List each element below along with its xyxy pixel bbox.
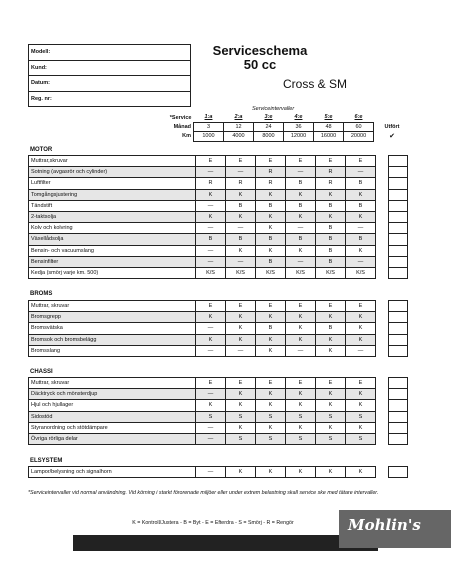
spacer: [376, 312, 389, 323]
interval-code: K: [226, 211, 256, 222]
done-checkbox[interactable]: [389, 189, 408, 200]
done-checkbox[interactable]: [389, 467, 408, 478]
interval-code: K: [346, 245, 376, 256]
month-value: 60: [344, 122, 374, 132]
interval-code: B: [316, 323, 346, 334]
table-row: [29, 389, 408, 400]
interval-code: E: [226, 378, 256, 389]
interval-code: —: [196, 256, 226, 267]
done-checkbox[interactable]: [389, 200, 408, 211]
spacer: [376, 211, 389, 222]
interval-code: —: [196, 345, 226, 356]
interval-code: E: [196, 301, 226, 312]
interval-code: E: [226, 301, 256, 312]
interval-code: —: [286, 223, 316, 234]
interval-code: K: [256, 345, 286, 356]
interval-code: K/S: [226, 267, 256, 278]
table-row: [29, 256, 408, 267]
spacer: [376, 167, 389, 178]
interval-code: B: [286, 200, 316, 211]
interval-code: S: [316, 411, 346, 422]
interval-code: K: [226, 400, 256, 411]
done-checkbox[interactable]: [389, 234, 408, 245]
spacer: [376, 256, 389, 267]
interval-code: K/S: [286, 267, 316, 278]
interval-code: —: [196, 167, 226, 178]
done-checkbox[interactable]: [389, 301, 408, 312]
spacer: [376, 334, 389, 345]
interval-code: K/S: [196, 267, 226, 278]
interval-code: K: [316, 211, 346, 222]
table-row: [29, 433, 408, 444]
interval-code: K: [286, 334, 316, 345]
interval-code: E: [196, 378, 226, 389]
interval-code: R: [316, 178, 346, 189]
task-name: Bromsvätska: [29, 323, 196, 334]
interval-code: K: [196, 334, 226, 345]
service-number: 6:e: [354, 114, 363, 121]
done-label: Utfört: [384, 124, 400, 130]
task-name: Övriga rörliga delar: [29, 433, 196, 444]
interval-code: K: [256, 467, 286, 478]
interval-code: K: [286, 245, 316, 256]
section-table-motor: [28, 155, 408, 279]
title-line-1: Serviceschema: [212, 43, 308, 58]
service-number: 4:e: [294, 114, 303, 121]
table-row: [29, 301, 408, 312]
brand-logo: Mohlin's: [348, 516, 421, 534]
interval-code: E: [316, 301, 346, 312]
task-name: Styranordning och stötdämpare: [29, 422, 196, 433]
interval-code: —: [226, 345, 256, 356]
month-value: 12: [224, 122, 254, 132]
interval-header: [148, 113, 374, 142]
done-checkbox[interactable]: [389, 400, 408, 411]
interval-code: E: [286, 156, 316, 167]
interval-code: E: [256, 156, 286, 167]
interval-code: K: [316, 334, 346, 345]
interval-code: B: [256, 200, 286, 211]
section-title-broms: BROMS: [30, 291, 53, 297]
interval-code: E: [256, 301, 286, 312]
interval-code: B: [346, 200, 376, 211]
task-name: Bensin- och vacuumslang: [29, 245, 196, 256]
interval-code: K: [226, 334, 256, 345]
interval-code: K: [226, 467, 256, 478]
interval-code: S: [316, 433, 346, 444]
task-name: Tändstift: [29, 200, 196, 211]
interval-code: —: [226, 256, 256, 267]
task-name: Kolv och kolvring: [29, 223, 196, 234]
table-row: [29, 267, 408, 278]
done-checkbox[interactable]: [389, 411, 408, 422]
interval-code: K: [316, 400, 346, 411]
month-value: 24: [254, 122, 284, 132]
spacer: [376, 400, 389, 411]
spacer: [376, 411, 389, 422]
km-value: 16000: [314, 132, 344, 142]
spacer: [376, 378, 389, 389]
done-checkbox[interactable]: [389, 256, 408, 267]
interval-code: —: [196, 245, 226, 256]
title-line-2: 50 cc: [243, 57, 277, 72]
spacer: [376, 467, 389, 478]
km-value: 1000: [194, 132, 224, 142]
interval-code: K: [226, 312, 256, 323]
service-number: 1:a: [204, 114, 213, 121]
interval-code: —: [196, 389, 226, 400]
service-number: 2:a: [234, 114, 243, 121]
interval-code: K: [286, 211, 316, 222]
task-name: Tomgångsjustering: [29, 189, 196, 200]
interval-code: K: [346, 312, 376, 323]
interval-code: B: [256, 323, 286, 334]
info-field-date: Datum:: [29, 76, 191, 92]
interval-code: E: [286, 378, 316, 389]
interval-code: K: [316, 312, 346, 323]
interval-code: S: [226, 411, 256, 422]
footer-bar: [73, 535, 378, 551]
interval-code: B: [286, 178, 316, 189]
done-checkbox[interactable]: [389, 156, 408, 167]
interval-code: K: [256, 334, 286, 345]
interval-code: K: [256, 223, 286, 234]
table-row: [29, 378, 408, 389]
month-label: Månad: [173, 123, 191, 130]
interval-code: K: [256, 189, 286, 200]
interval-code: K: [286, 323, 316, 334]
interval-code: K: [346, 334, 376, 345]
interval-code: K: [226, 323, 256, 334]
table-row: [29, 345, 408, 356]
interval-code: K: [256, 400, 286, 411]
interval-code: K/S: [316, 267, 346, 278]
interval-code: K: [196, 211, 226, 222]
interval-code: B: [286, 234, 316, 245]
table-row: [29, 422, 408, 433]
interval-code: E: [256, 378, 286, 389]
task-name: Lampor/belysning och signalhorn: [29, 467, 196, 478]
done-checkbox[interactable]: [389, 178, 408, 189]
section-table-broms: [28, 300, 408, 357]
interval-code: K: [346, 422, 376, 433]
interval-code: —: [196, 223, 226, 234]
task-name: Muttrar, skruvar: [29, 301, 196, 312]
km-value: 8000: [254, 132, 284, 142]
km-value: 4000: [224, 132, 254, 142]
interval-code: E: [316, 378, 346, 389]
interval-code: R: [226, 178, 256, 189]
interval-code: —: [346, 223, 376, 234]
model-name: Cross & SM: [283, 77, 348, 91]
done-checkbox[interactable]: [389, 323, 408, 334]
interval-code: —: [196, 422, 226, 433]
table-row: [29, 323, 408, 334]
interval-code: B: [316, 256, 346, 267]
done-checkbox[interactable]: [389, 211, 408, 222]
table-row: [29, 200, 408, 211]
task-name: Bromsok och bromsbelägg: [29, 334, 196, 345]
spacer: [376, 301, 389, 312]
info-field-model: Modell:: [29, 45, 191, 61]
done-checkbox[interactable]: [389, 167, 408, 178]
interval-code: —: [286, 167, 316, 178]
interval-code: E: [226, 156, 256, 167]
km-value: 20000: [344, 132, 374, 142]
service-number: 5:e: [324, 114, 333, 121]
interval-code: K: [256, 211, 286, 222]
spacer: [376, 189, 389, 200]
table-row: [29, 189, 408, 200]
table-row: [29, 211, 408, 222]
section-title-elsystem: ELSYSTEM: [30, 458, 63, 464]
month-value: 3: [194, 122, 224, 132]
task-name: Växellådsolja: [29, 234, 196, 245]
interval-code: K/S: [346, 267, 376, 278]
interval-code: B: [226, 200, 256, 211]
spacer: [376, 422, 389, 433]
interval-code: R: [256, 178, 286, 189]
task-name: Hjul och hjullager: [29, 400, 196, 411]
interval-code: B: [346, 234, 376, 245]
interval-code: R: [256, 167, 286, 178]
interval-code: E: [346, 156, 376, 167]
interval-code: K: [286, 467, 316, 478]
interval-code: K: [286, 400, 316, 411]
service-number: 3:e: [264, 114, 273, 121]
table-row: [29, 467, 408, 478]
done-checkbox[interactable]: [389, 345, 408, 356]
spacer: [376, 156, 389, 167]
interval-code: K: [346, 400, 376, 411]
done-checkbox[interactable]: [389, 378, 408, 389]
interval-code: B: [316, 245, 346, 256]
interval-code: —: [196, 433, 226, 444]
interval-code: K: [316, 389, 346, 400]
interval-code: B: [256, 256, 286, 267]
table-row: [29, 312, 408, 323]
table-row: [29, 234, 408, 245]
task-name: Bromsslang: [29, 345, 196, 356]
spacer: [376, 200, 389, 211]
interval-code: K: [346, 467, 376, 478]
spacer: [376, 267, 389, 278]
interval-code: E: [196, 156, 226, 167]
table-row: [29, 400, 408, 411]
interval-code: E: [286, 301, 316, 312]
interval-code: —: [346, 167, 376, 178]
spacer: [376, 234, 389, 245]
task-name: Kedja (smörj varje km. 500): [29, 267, 196, 278]
interval-code: —: [346, 345, 376, 356]
interval-code: B: [316, 200, 346, 211]
table-row: [29, 245, 408, 256]
done-checkbox[interactable]: [389, 312, 408, 323]
interval-code: B: [256, 234, 286, 245]
interval-code: K: [226, 245, 256, 256]
interval-code: —: [286, 345, 316, 356]
interval-code: K: [346, 211, 376, 222]
task-name: Luftfilter: [29, 178, 196, 189]
done-checkbox[interactable]: [389, 433, 408, 444]
km-label: Km: [182, 133, 191, 140]
interval-code: K: [196, 312, 226, 323]
task-name: Muttrar,skruvar: [29, 156, 196, 167]
interval-code: K: [316, 422, 346, 433]
interval-code: K: [346, 323, 376, 334]
interval-code: K/S: [256, 267, 286, 278]
spacer: [376, 433, 389, 444]
table-row: [29, 178, 408, 189]
interval-code: S: [286, 433, 316, 444]
interval-code: K: [256, 422, 286, 433]
interval-code: B: [316, 223, 346, 234]
interval-code: E: [316, 156, 346, 167]
section-title-chassi: CHASSI: [30, 369, 53, 375]
interval-code: —: [196, 200, 226, 211]
interval-code: —: [226, 223, 256, 234]
interval-code: —: [286, 256, 316, 267]
interval-code: K: [346, 389, 376, 400]
interval-code: K: [286, 422, 316, 433]
spacer: [376, 345, 389, 356]
interval-code: S: [196, 411, 226, 422]
task-name: Sidostöd: [29, 411, 196, 422]
task-name: 2-taktsolja: [29, 211, 196, 222]
footnote: *Serviceintervaller vid normal användning. Vid körning i starkt förorenade miljöer eller under extrem belastning skall service ske med tätare intervaller.: [28, 490, 379, 496]
task-name: Bensinfilter: [29, 256, 196, 267]
done-checkbox[interactable]: [389, 245, 408, 256]
interval-code: —: [346, 256, 376, 267]
interval-code: S: [256, 433, 286, 444]
interval-code: —: [196, 467, 226, 478]
interval-code: S: [346, 411, 376, 422]
done-checkbox[interactable]: [389, 422, 408, 433]
km-value: 12000: [284, 132, 314, 142]
interval-code: K: [256, 389, 286, 400]
spacer: [376, 323, 389, 334]
interval-code: S: [286, 411, 316, 422]
interval-code: K: [286, 312, 316, 323]
legend: K = Kontroll/Justera - B = Byt - E = Efterdra - S = Smörj - R = Rengör: [132, 520, 294, 526]
interval-code: S: [226, 433, 256, 444]
task-name: Däcktryck och mönsterdjup: [29, 389, 196, 400]
page-title: [205, 44, 315, 72]
task-name: Sotning (avgasrör och cylinder): [29, 167, 196, 178]
interval-code: E: [346, 301, 376, 312]
info-field-reg-nr: Reg. nr:: [29, 91, 191, 107]
spacer: [376, 389, 389, 400]
table-row: [29, 156, 408, 167]
interval-code: K: [256, 312, 286, 323]
interval-code: B: [316, 234, 346, 245]
done-checkbox[interactable]: [389, 334, 408, 345]
interval-code: S: [256, 411, 286, 422]
interval-code: E: [346, 378, 376, 389]
section-title-motor: MOTOR: [30, 147, 53, 153]
interval-code: —: [226, 167, 256, 178]
interval-code: K: [226, 422, 256, 433]
interval-code: —: [196, 323, 226, 334]
interval-code: K: [196, 400, 226, 411]
customer-info-table: [28, 44, 191, 107]
section-table-elsystem: [28, 466, 408, 478]
interval-code: K: [316, 467, 346, 478]
interval-code: B: [226, 234, 256, 245]
section-table-chassi: [28, 377, 408, 445]
task-name: Muttrar, skruvar: [29, 378, 196, 389]
table-row: [29, 223, 408, 234]
service-intervals-caption: Serviceintervaller: [252, 106, 295, 112]
interval-code: R: [196, 178, 226, 189]
service-label: *Service: [169, 114, 192, 121]
interval-code: B: [346, 178, 376, 189]
info-field-customer: Kund:: [29, 60, 191, 76]
interval-code: K: [316, 189, 346, 200]
table-row: [29, 334, 408, 345]
checkmark-icon: ✔: [389, 133, 395, 140]
interval-code: K: [316, 345, 346, 356]
interval-code: K: [226, 189, 256, 200]
interval-code: S: [346, 433, 376, 444]
month-value: 48: [314, 122, 344, 132]
interval-code: K: [286, 389, 316, 400]
interval-code: K: [196, 189, 226, 200]
table-row: [29, 411, 408, 422]
spacer: [376, 245, 389, 256]
interval-code: B: [196, 234, 226, 245]
interval-code: K: [346, 189, 376, 200]
spacer: [376, 223, 389, 234]
interval-code: K: [256, 245, 286, 256]
interval-code: R: [316, 167, 346, 178]
done-checkbox[interactable]: [389, 389, 408, 400]
spacer: [376, 178, 389, 189]
interval-code: K: [286, 189, 316, 200]
done-checkbox[interactable]: [389, 223, 408, 234]
interval-code: K: [226, 389, 256, 400]
table-row: [29, 167, 408, 178]
done-checkbox[interactable]: [389, 267, 408, 278]
month-value: 36: [284, 122, 314, 132]
task-name: Bromsgrepp: [29, 312, 196, 323]
